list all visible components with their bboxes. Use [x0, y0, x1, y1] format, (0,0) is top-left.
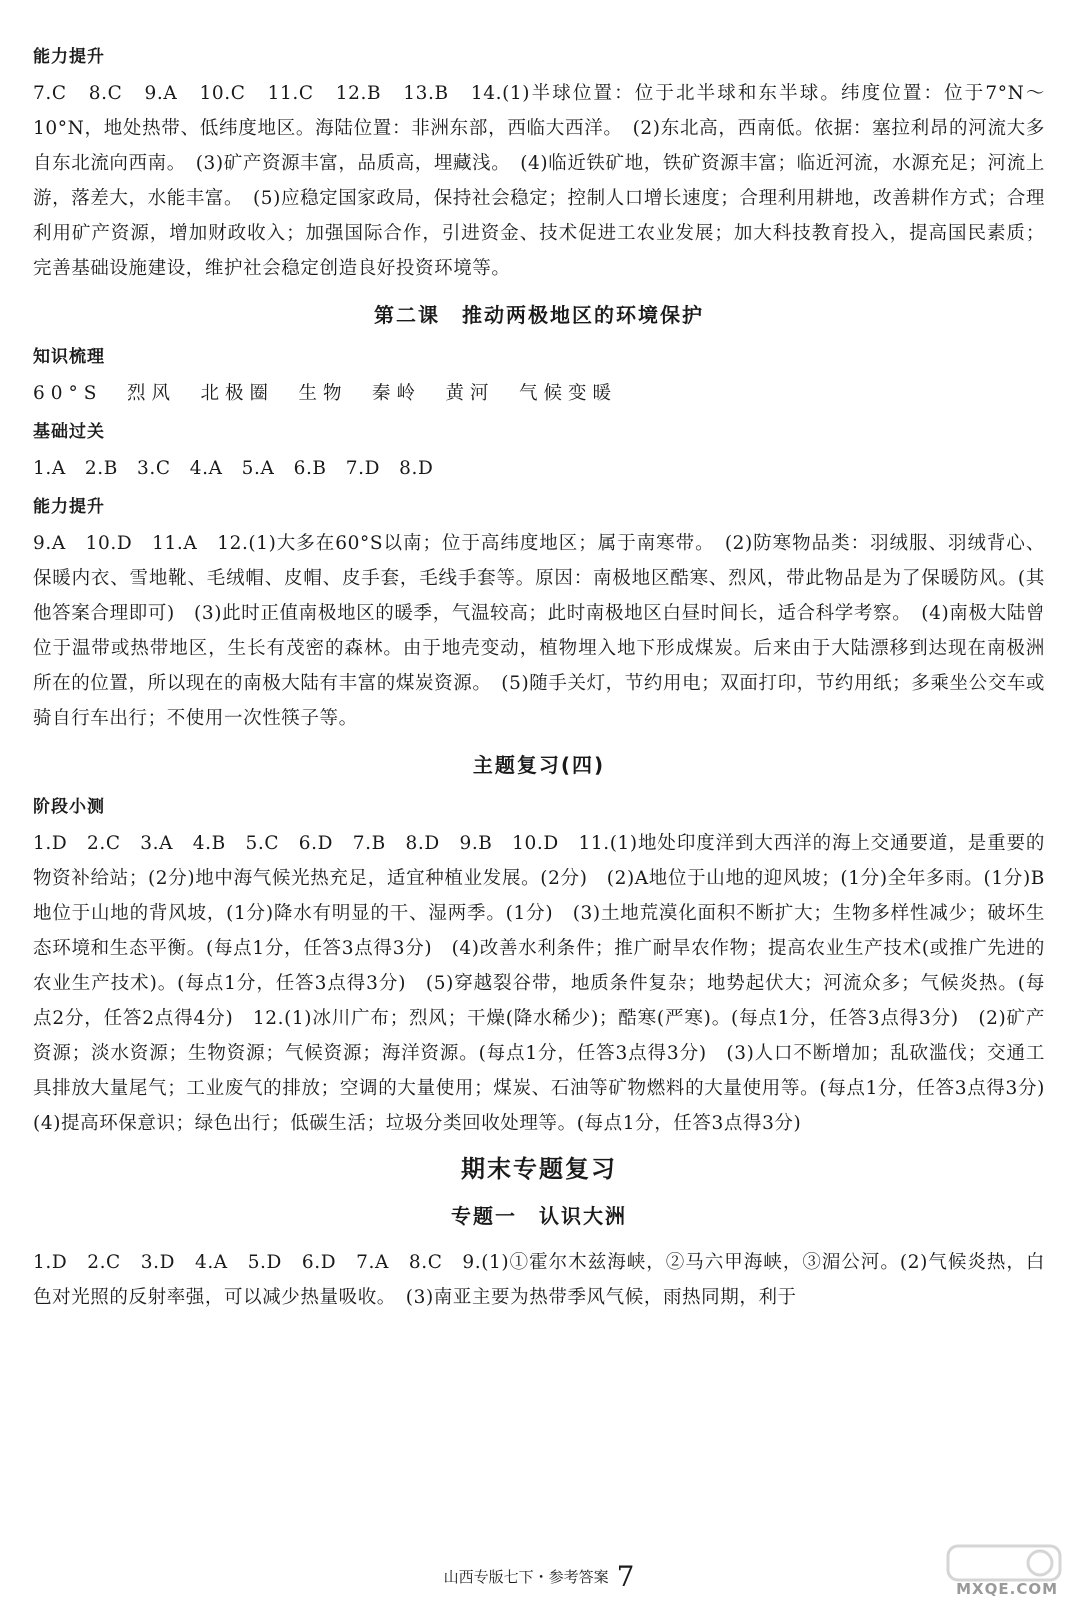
- review-4-title: 主题复习(四): [472, 753, 606, 777]
- lesson-2-title: [33, 300, 1045, 330]
- topic-1-number: 专题一: [451, 1204, 517, 1228]
- section-label-knowledge: 知识梳理: [33, 347, 105, 367]
- section-label-basic: 基础过关: [33, 422, 105, 442]
- page-footer: [0, 1560, 1078, 1593]
- section-label-ability-1: 能力提升: [33, 47, 105, 67]
- watermark-text: MXQE.COM: [956, 1580, 1058, 1598]
- page-content: [33, 44, 1065, 1315]
- section-label-ability-2: 能力提升: [33, 497, 105, 517]
- lesson-2-number: 第二课: [374, 303, 440, 327]
- topic-1-name: 认识大洲: [539, 1204, 627, 1228]
- answers-basic: 1.A 2.B 3.C 4.A 5.A 6.B 7.D 8.D: [33, 458, 434, 479]
- answers-stage-test: 1.D 2.C 3.A 4.B 5.C 6.D 7.B 8.D 9.B 10.D 11.(1)地处印度洋到大西洋的海上交通要道，是重要的物资补给站；(2分)地中海气候光热充足，适宜种植业发展。(2分) (2)A地位于山地的迎风坡；(1分)全年多雨。(1分)B地位于山地的背风坡，(1分)降水有明显的干、湿两季。(1分) (3)土地荒漠化面积不断扩大；生物多样性减少；破坏生态环境和生态平衡。(每点1分，任答3点得3分) (4)改善水利条件；推广耐旱农作物；提高农业生产技术(或推广先进的农业生产技术)。(每点1分，任答3点得3分) (5)穿越裂谷带，地质条件复杂；地势起伏大；河流众多；气候炎热。(每点2分，任答2点得4分) 12.(1)冰川广布；烈风；干燥(降水稀少)；酷寒(严寒)。(每点1分，任答3点得3分) (2)矿产资源；淡水资源；生物资源；气候资源；海洋资源。(每点1分，任答3点得3分) (3)人口不断增加；乱砍滥伐；交通工具排放大量尾气；工业废气的排放；空调的大量使用；煤炭、石油等矿物燃料的大量使用等。(每点1分，任答3点得3分) (4)提高环保意识；绿色出行；低碳生活；垃圾分类回收处理等。(每点1分，任答3点得3分): [33, 833, 1065, 1134]
- answers-knowledge: 60°S 烈风 北极圈 生物 秦岭 黄河 气候变暖: [33, 383, 617, 404]
- answers-topic-1: 1.D 2.C 3.D 4.A 5.D 6.D 7.A 8.C 9.(1)①霍尔木兹海峡，②马六甲海峡，③湄公河。(2)气候炎热，白色对光照的反射率强，可以减少热量吸收。 (3)南亚主要为热带季风气候，雨热同期，利于: [33, 1252, 1045, 1308]
- page-number: 7: [616, 1560, 635, 1593]
- section-label-stage-test: 阶段小测: [33, 797, 105, 817]
- answers-ability-2: 9.A 10.D 11.A 12.(1)大多在60°S以南；位于高纬度地区；属于南寒带。 (2)防寒物品类：羽绒服、羽绒背心、保暖内衣、雪地靴、毛绒帽、皮帽、皮手套，毛线手套等。原因：南极地区酷寒、烈风，带此物品是为了保暖防风。(其他答案合理即可) (3)此时正值南极地区的暖季，气温较高；此时南极地区白昼时间长，适合科学考察。 (4)南极大陆曾位于温带或热带地区，生长有茂密的森林。由于地壳变动，植物埋入地下形成煤炭。后来由于大陆漂移到达现在南极洲所在的位置，所以现在的南极大陆有丰富的煤炭资源。 (5)随手关灯，节约用电；双面打印，节约用纸；多乘坐公交车或骑自行车出行；不使用一次性筷子等。: [33, 533, 1045, 729]
- lesson-2-name: 推动两极地区的环境保护: [462, 303, 704, 327]
- answers-ability-1: 7.C 8.C 9.A 10.C 11.C 12.B 13.B 14.(1)半球位置：位于北半球和东半球。纬度位置：位于7°N～10°N，地处热带、低纬度地区。海陆位置：非洲东部，西临大西洋。 (2)东北高，西南低。依据：塞拉利昂的河流大多自东北流向西南。 (3)矿产资源丰富，品质高，埋藏浅。 (4)临近铁矿地，铁矿资源丰富；临近河流，水源充足；河流上游，落差大，水能丰富。 (5)应稳定国家政局，保持社会稳定；控制人口增长速度；合理利用耕地，改善耕作方式；合理利用矿产资源，增加财政收入；加强国际合作，引进资金、技术促进工农业发展；加大科技教育投入，提高国民素质；完善基础设施建设，维护社会稳定创造良好投资环境等。: [33, 83, 1045, 279]
- footer-label: 山西专版七下・参考答案: [443, 1568, 609, 1586]
- final-review-title: 期末专题复习: [461, 1155, 617, 1183]
- topic-1-title: [33, 1201, 1045, 1231]
